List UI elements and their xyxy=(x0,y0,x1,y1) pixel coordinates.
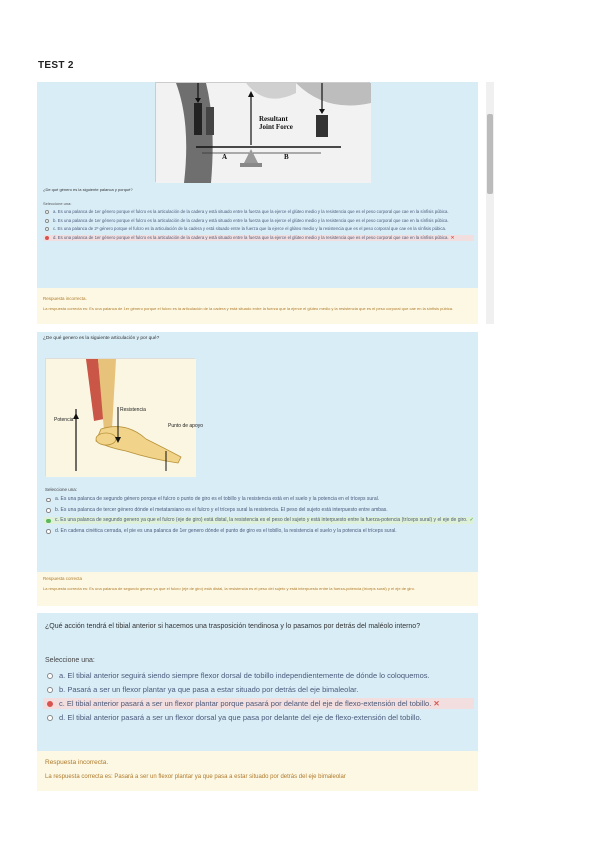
option-c[interactable]: c. Es una palanca de 2º género porque el fulcro es la articulación de la cadera y está situado entre la fuerza que la ejerce el glúteo medio y la resistencia que es el peso corporal que cae en la sínfisis púbica. xyxy=(45,226,474,232)
incorrect-icon: ✕ xyxy=(450,234,455,240)
segment-a-label: A xyxy=(222,153,228,161)
option-a[interactable]: a. Es una palanca de 1er género porque el fulcro es la articulación de la cadera y está situado entre la fuerza que la ejerce el glúteo medio y la resistencia que es el peso corporal que cae en la sínfisis púbica. xyxy=(45,209,474,215)
feedback-text: La respuesta correcta es: Es una palanca de 1er género porque el fulcro es la articulación de la cadera y está situado entre la fuerza que la ejerce el glúteo medio y la resistencia que es el peso corporal que cae en la sínfisis púbica. xyxy=(43,306,454,311)
feedback-text: La respuesta correcta es: Es una palanca de segundo genero ya que el fulcro (eje de giro) está distal, la resistencia es el peso del sujeto y está interpuesto entre la fuerza-potencia (tríceps sural) y el eje de giro. xyxy=(43,586,415,591)
option-b[interactable]: b. Es una palanca de 1er género porque el fulcro es la articulación de la cadera y está situado entre la fuerza que la ejerce el glúteo medio y la resistencia que es el peso corporal que cae en la sínfisis púbica. xyxy=(45,218,474,224)
resistencia-label: Resistencia xyxy=(120,407,146,413)
radio-selected-icon[interactable] xyxy=(47,701,53,707)
scrollbar-thumb[interactable] xyxy=(487,114,493,194)
radio-icon[interactable] xyxy=(47,715,53,721)
feedback-text: La respuesta correcta es: Pasará a ser un flexor plantar ya que pasa a estar situado por detrás del eje bimaleolar xyxy=(45,774,346,780)
radio-icon[interactable] xyxy=(46,508,51,513)
option-a[interactable]: a. Es una palanca de segundo género porque el fulcro o punto de giro es el tobillo y la resistencia está en el suelo y la potencia en el tríceps sural. xyxy=(45,496,474,503)
question-3-panel xyxy=(37,613,478,780)
answer-options xyxy=(45,496,474,538)
segment-b-label: B xyxy=(284,153,289,161)
scrollbar[interactable] xyxy=(486,82,494,324)
option-d[interactable]: d. En cadena cinética cerrada, el pie es una palanca de 1er genero dónde el punto de giro es el tobillo, la resistencia el suelo y la potencia el tríceps sural. xyxy=(45,528,474,535)
foot-lever-figure xyxy=(45,358,204,476)
answer-options xyxy=(45,670,474,726)
select-label: Seleccione una: xyxy=(43,201,72,206)
option-b[interactable]: b. Pasará a ser un flexor plantar ya que pasa a estar situado por detrás del eje bimaleolar. xyxy=(45,684,474,695)
option-b[interactable]: b. Es una palanca de tercer género dónde el metatarsiano es el fulcro y el tríceps sural la resistencia. El peso del sujeto está interpuesto entre ambas. xyxy=(45,507,474,514)
resultant-label: Resultant xyxy=(259,115,288,123)
question-2-text: ¿De qué genero es la siguiente articulación y por qué? xyxy=(43,336,160,341)
radio-icon[interactable] xyxy=(45,219,49,223)
feedback-box xyxy=(37,572,478,606)
question-1-panel xyxy=(37,82,478,324)
option-c-selected-correct[interactable]: c. Es una palanca de segundo genero ya que el fulcro (eje de giro) está distal, la resistencia es el peso del sujeto y está interpuesto entre la fuerza-potencia (tríceps sural) y el eje de giro. ✓ xyxy=(43,517,474,524)
select-label: Seleccione una: xyxy=(45,657,95,664)
select-label: Seleccione una: xyxy=(45,487,78,492)
incorrect-icon: ✕ xyxy=(433,699,440,708)
radio-icon[interactable] xyxy=(46,529,51,534)
hip-lever-figure xyxy=(155,82,370,182)
radio-icon[interactable] xyxy=(45,227,49,231)
feedback-title: Respuesta incorrecta. xyxy=(43,296,87,301)
feedback-title: Respuesta correcta xyxy=(43,576,83,581)
question-2-panel xyxy=(37,332,478,591)
feedback-box xyxy=(37,288,478,324)
joint-force-label: Joint Force xyxy=(259,123,293,131)
question-1-text: ¿De qué género es la siguiente palanca y porqué? xyxy=(43,187,133,192)
option-c-selected-wrong[interactable]: c. El tibial anterior pasará a ser un flexor plantar porque pasará por delante del eje de flexo-extensión del tobillo. ✕ xyxy=(43,698,474,709)
option-a[interactable]: a. El tibial anterior seguirá siendo siempre flexor dorsal de tobillo independientemente de dónde lo coloquemos. xyxy=(45,670,474,681)
correct-icon: ✓ xyxy=(469,517,474,523)
feedback-box xyxy=(37,751,478,791)
document-title: TEST 2 xyxy=(38,60,74,71)
radio-selected-icon[interactable] xyxy=(45,236,49,240)
option-d[interactable]: d. El tibial anterior pasará a ser un flexor dorsal ya que pasa por delante del eje de flexo-extensión del tobillo. xyxy=(45,712,474,723)
radio-icon[interactable] xyxy=(45,210,49,214)
feedback-title: Respuesta incorrecta. xyxy=(45,759,109,766)
radio-icon[interactable] xyxy=(47,687,53,693)
question-3-text: ¿Qué acción tendrá el tibial anterior si hacemos una trasposición tendinosa y lo pasamos por detrás del maléolo interno? xyxy=(45,623,421,630)
potencia-label: Potencia xyxy=(54,417,74,423)
radio-selected-icon[interactable] xyxy=(46,519,51,524)
radio-icon[interactable] xyxy=(46,498,51,503)
option-d-selected-wrong[interactable]: d. Es una palanca de 1er género porque el fulcro es la articulación de la cadera y está situado entre la fuerza que la ejerce el glúteo medio y la resistencia que es el peso corporal que cae en la sínfisis púbica. ✕ xyxy=(43,235,474,241)
radio-icon[interactable] xyxy=(47,673,53,679)
answer-options xyxy=(45,209,474,243)
punto-apoyo-label: Punto de apoyo xyxy=(168,423,204,429)
